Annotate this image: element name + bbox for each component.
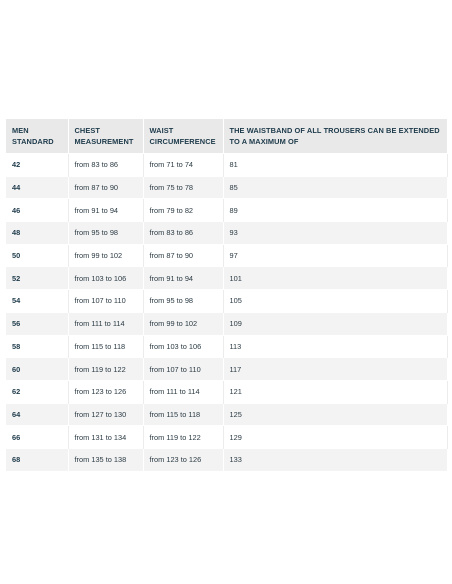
cell-waist-circumference: from 71 to 74: [143, 154, 223, 177]
cell-men-standard: 50: [6, 244, 68, 267]
cell-chest-measurement: from 135 to 138: [68, 448, 143, 470]
cell-waist-circumference: from 99 to 102: [143, 312, 223, 335]
table-row: [6, 244, 447, 267]
cell-waistband-max: 109: [223, 312, 447, 335]
cell-waist-circumference: from 115 to 118: [143, 403, 223, 426]
cell-waistband-max: 125: [223, 403, 447, 426]
cell-waistband-max: 97: [223, 244, 447, 267]
table-row: [6, 267, 447, 290]
cell-men-standard: 66: [6, 426, 68, 449]
cell-waistband-max: 101: [223, 267, 447, 290]
cell-waistband-max: 113: [223, 335, 447, 358]
cell-men-standard: 56: [6, 312, 68, 335]
table-row: [6, 358, 447, 381]
cell-waistband-max: 105: [223, 290, 447, 313]
cell-waist-circumference: from 95 to 98: [143, 290, 223, 313]
header-waist-circumference: WAIST CIRCUMFERENCE: [143, 119, 223, 154]
table-row: [6, 312, 447, 335]
cell-chest-measurement: from 111 to 114: [68, 312, 143, 335]
cell-men-standard: 58: [6, 335, 68, 358]
cell-chest-measurement: from 107 to 110: [68, 290, 143, 313]
cell-waistband-max: 89: [223, 199, 447, 222]
cell-chest-measurement: from 87 to 90: [68, 176, 143, 199]
cell-waistband-max: 121: [223, 380, 447, 403]
cell-waist-circumference: from 91 to 94: [143, 267, 223, 290]
size-chart-table: [6, 119, 448, 471]
table-row: [6, 403, 447, 426]
cell-chest-measurement: from 119 to 122: [68, 358, 143, 381]
table-row: [6, 199, 447, 222]
cell-men-standard: 60: [6, 358, 68, 381]
header-chest-measurement: CHEST MEASUREMENT: [68, 119, 143, 154]
table-row: [6, 335, 447, 358]
cell-men-standard: 62: [6, 380, 68, 403]
header-waistband-max: THE WAISTBAND OF ALL TROUSERS CAN BE EXTENDED TO A MAXIMUM OF: [223, 119, 447, 154]
cell-waist-circumference: from 103 to 106: [143, 335, 223, 358]
table-header-row: [6, 119, 447, 154]
cell-chest-measurement: from 91 to 94: [68, 199, 143, 222]
cell-waistband-max: 93: [223, 222, 447, 245]
cell-chest-measurement: from 95 to 98: [68, 222, 143, 245]
cell-chest-measurement: from 127 to 130: [68, 403, 143, 426]
cell-men-standard: 54: [6, 290, 68, 313]
cell-chest-measurement: from 131 to 134: [68, 426, 143, 449]
table-row: [6, 426, 447, 449]
cell-waist-circumference: from 123 to 126: [143, 448, 223, 470]
cell-waist-circumference: from 111 to 114: [143, 380, 223, 403]
cell-men-standard: 44: [6, 176, 68, 199]
cell-men-standard: 48: [6, 222, 68, 245]
cell-waistband-max: 129: [223, 426, 447, 449]
cell-men-standard: 46: [6, 199, 68, 222]
header-men-standard: MEN STANDARD: [6, 119, 68, 154]
table-row: [6, 290, 447, 313]
cell-waist-circumference: from 75 to 78: [143, 176, 223, 199]
cell-waistband-max: 81: [223, 154, 447, 177]
table-row: [6, 154, 447, 177]
cell-men-standard: 64: [6, 403, 68, 426]
table-row: [6, 380, 447, 403]
cell-chest-measurement: from 83 to 86: [68, 154, 143, 177]
cell-waistband-max: 133: [223, 448, 447, 470]
cell-men-standard: 42: [6, 154, 68, 177]
table-row: [6, 176, 447, 199]
cell-men-standard: 52: [6, 267, 68, 290]
cell-waist-circumference: from 87 to 90: [143, 244, 223, 267]
cell-waist-circumference: from 119 to 122: [143, 426, 223, 449]
cell-waist-circumference: from 83 to 86: [143, 222, 223, 245]
table-row: [6, 448, 447, 470]
cell-waist-circumference: from 107 to 110: [143, 358, 223, 381]
cell-waistband-max: 85: [223, 176, 447, 199]
cell-waistband-max: 117: [223, 358, 447, 381]
cell-chest-measurement: from 115 to 118: [68, 335, 143, 358]
cell-chest-measurement: from 99 to 102: [68, 244, 143, 267]
table-row: [6, 222, 447, 245]
cell-waist-circumference: from 79 to 82: [143, 199, 223, 222]
cell-chest-measurement: from 123 to 126: [68, 380, 143, 403]
cell-men-standard: 68: [6, 448, 68, 470]
cell-chest-measurement: from 103 to 106: [68, 267, 143, 290]
